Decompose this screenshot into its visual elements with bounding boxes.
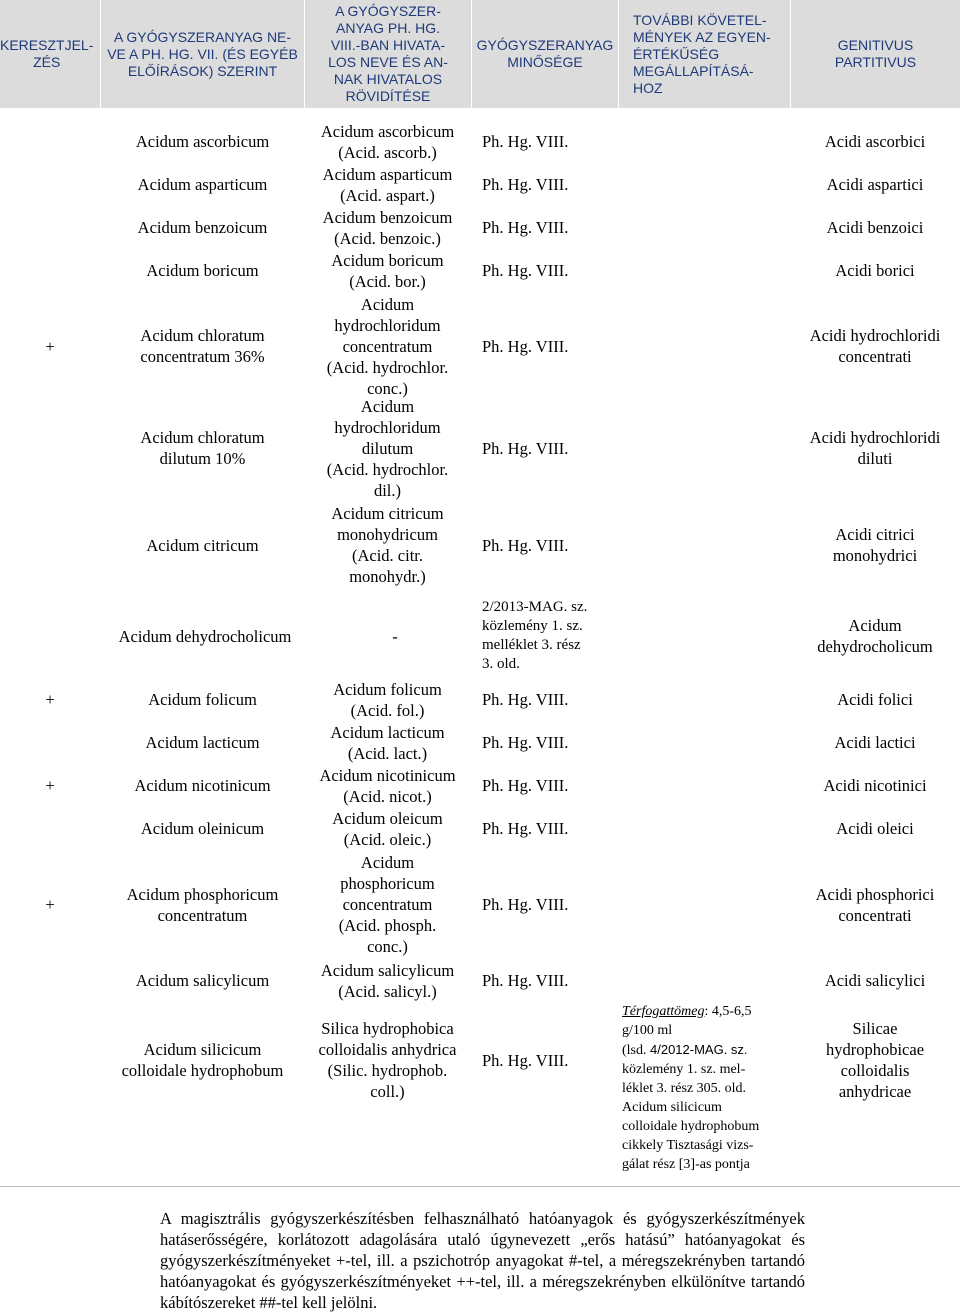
table-row — [0, 496, 960, 594]
header-col-name-ph-hg-vii: A GYÓGYSZERANYAG NE- VE A PH. HG. VII. (ÉS EGYÉB ELŐÍRÁSOK) SZERINT — [107, 28, 298, 79]
footer-note: A magisztrális gyógyszerkészítésben felhasználható hatóanyagok és gyógyszerkészítmények hatáserősségére, korlátozott adagolására utaló úgynevezett „erős hatású” hatóanyagokat és gyógyszerkészítményeket +-tel, ill. a pszichotróp anyagokat #-tel, a méregszekrényben tartandó hatóanyagokat és gyógyszerkészítményeket ++-tel, ill. a méregszekrényben elkülönítve tartandó kábítószereket ##-tel kell jelölni. — [160, 1209, 805, 1312]
quality-cell: Ph. Hg. VIII. — [482, 175, 569, 194]
header-col-requirements: TOVÁBBI KÖVETEL- MÉNYEK AZ EGYEN- ÉRTÉKŰSÉG MEGÁLLAPÍTÁSÁ- HOZ — [633, 11, 771, 96]
header-col-marking: KERESZTJEL- ZÉS — [0, 37, 94, 70]
official-name-cell: Acidum hydrochloridum dilutum (Acid. hydrochlor. dil.) — [326, 396, 449, 500]
official-name-cell: Acidum oleicum (Acid. oleic.) — [332, 808, 443, 849]
genitive-cell: Acidi citrici monohydrici — [832, 525, 918, 565]
official-name-cell: Acidum citricum monohydricum (Acid. citr. monohydr.) — [331, 504, 444, 586]
table-row — [0, 292, 960, 400]
note-reference: 4/2012-MAG. sz. — [650, 1042, 748, 1057]
quality-cell: Ph. Hg. VIII. — [482, 261, 569, 280]
table-row — [0, 764, 960, 807]
table-row — [0, 206, 960, 249]
table-row — [0, 850, 960, 959]
mark-cell: + — [45, 690, 55, 709]
quality-cell: Ph. Hg. VIII. — [482, 336, 569, 356]
quality-cell: Ph. Hg. VIII. — [482, 535, 569, 555]
table-row — [0, 249, 960, 292]
mark-cell — [40, 807, 60, 850]
official-name-cell: Acidum benzoicum (Acid. benzoic.) — [322, 207, 453, 248]
genitive-cell: Acidi folici — [837, 690, 913, 709]
official-name-cell: Acidum nicotinicum (Acid. nicot.) — [319, 765, 456, 806]
name-cell: Acidum asparticum — [137, 175, 268, 194]
quality-cell: Ph. Hg. VIII. — [482, 776, 569, 795]
quality-cell: Ph. Hg. VIII. — [482, 1050, 569, 1070]
genitive-cell: Acidi phosphorici concentrati — [815, 884, 935, 925]
mark-cell — [40, 1002, 60, 1118]
official-name-cell: Acidum salicylicum (Acid. salicyl.) — [320, 960, 455, 1001]
name-cell: Acidum lacticum — [145, 733, 260, 752]
official-name-cell: Silica hydrophobica colloidalis anhydrica (Silic. hydrophob. coll.) — [318, 1019, 457, 1101]
table-header — [0, 0, 960, 108]
genitive-cell: Acidi salicylici — [824, 971, 926, 990]
name-cell: Acidum folicum — [148, 690, 257, 709]
quality-cell: 2/2013-MAG. sz. közlemény 1. sz. melléklet 3. rész 3. old. — [482, 599, 588, 672]
name-cell: Acidum benzoicum — [137, 218, 268, 237]
official-name-cell: Acidum ascorbicum (Acid. ascorb.) — [320, 121, 455, 162]
genitive-cell: Acidi hydrochloridi concentrati — [809, 326, 941, 366]
note-text-1: : 4,5-6,5 g/100 ml (lsd. — [622, 1004, 752, 1058]
quality-cell: Ph. Hg. VIII. — [482, 218, 569, 237]
footer-divider — [0, 1186, 960, 1187]
genitive-cell: Acidi hydrochloridi diluti — [809, 428, 941, 468]
note-label: Térfogattömeg — [622, 1004, 705, 1019]
mark-cell — [40, 959, 60, 1002]
official-name-cell: Acidum hydrochloridum concentratum (Acid. hydrochlor. conc.) — [326, 294, 449, 398]
name-cell: Acidum oleinicum — [140, 819, 265, 838]
header-col-genitive: GENITIVUS PARTITIVUS — [834, 37, 917, 70]
genitive-cell: Acidi oleici — [836, 819, 914, 838]
name-cell: Acidum silicicum colloidale hydrophobum — [121, 1040, 284, 1080]
table-row — [0, 594, 960, 678]
name-cell: Acidum nicotinicum — [134, 776, 271, 795]
genitive-cell: Acidi ascorbici — [824, 132, 926, 151]
genitive-cell: Acidi lactici — [834, 733, 916, 752]
mark-cell — [40, 206, 60, 249]
substance-table — [0, 120, 960, 1172]
genitive-cell: Acidi benzoici — [826, 218, 924, 237]
mark-cell — [40, 400, 60, 496]
name-cell: Acidum chloratum concentratum 36% — [140, 326, 265, 366]
name-cell: Acidum ascorbicum — [135, 132, 270, 151]
genitive-cell: Acidi aspartici — [826, 175, 924, 194]
mark-cell — [40, 249, 60, 292]
table-row — [0, 1002, 960, 1118]
official-name-cell: Acidum asparticum (Acid. aspart.) — [322, 164, 453, 205]
name-cell: Acidum phosphoricum concentratum — [126, 884, 279, 925]
genitive-cell: Acidum dehydrocholicum — [817, 616, 933, 656]
header-col-official-name: A GYÓGYSZER- ANYAG PH. HG. VIII.-BAN HIVATA- LOS NEVE ÉS AN- NAK HIVATALOS RÖVIDÍTÉSE — [328, 3, 448, 104]
table-row — [0, 807, 960, 850]
table-row — [0, 959, 960, 1002]
table-row — [0, 678, 960, 721]
official-name-cell: Acidum phosphoricum concentratum (Acid. phosph. conc.) — [338, 853, 437, 956]
quality-cell: Ph. Hg. VIII. — [482, 819, 569, 838]
name-cell: Acidum citricum — [146, 535, 259, 555]
genitive-cell: Acidi borici — [835, 261, 915, 280]
note-text-2: közlemény 1. sz. mel- léklet 3. rész 305. old. Acidum silicicum colloidale hydrophobum cikkely Tisztasági vizs- gálat rész [3]-as pontja — [622, 1062, 760, 1172]
mark-cell: + — [45, 895, 55, 914]
mark-cell — [40, 721, 60, 764]
mark-cell — [40, 496, 60, 594]
name-cell: Acidum boricum — [146, 261, 259, 280]
quality-cell: Ph. Hg. VIII. — [482, 690, 569, 709]
name-cell: Acidum chloratum dilutum 10% — [140, 428, 265, 468]
official-name-cell: Acidum folicum (Acid. fol.) — [333, 679, 442, 720]
name-cell: Acidum dehydrocholicum — [118, 626, 292, 646]
quality-cell: Ph. Hg. VIII. — [482, 438, 569, 458]
requirement-note — [622, 1002, 787, 1174]
header-col-quality: GYÓGYSZERANYAG MINŐSÉGE — [476, 37, 614, 70]
mark-cell — [40, 594, 60, 678]
table-row — [0, 396, 960, 500]
quality-cell: Ph. Hg. VIII. — [482, 733, 569, 752]
table-row — [0, 721, 960, 764]
mark-cell — [40, 120, 60, 163]
table-row — [0, 163, 960, 206]
table-row — [0, 120, 960, 163]
name-cell: Acidum salicylicum — [135, 971, 270, 990]
quality-cell: Ph. Hg. VIII. — [482, 132, 569, 151]
mark-cell — [40, 163, 60, 206]
official-name-cell: Acidum lacticum (Acid. lact.) — [330, 722, 445, 763]
mark-cell: + — [45, 776, 55, 795]
official-name-cell: - — [392, 626, 398, 646]
genitive-cell: Silicae hydrophobicae colloidalis anhydricae — [825, 1019, 925, 1101]
quality-cell: Ph. Hg. VIII. — [482, 895, 569, 914]
official-name-cell: Acidum boricum (Acid. bor.) — [331, 250, 444, 291]
mark-cell: + — [45, 336, 55, 356]
genitive-cell: Acidi nicotinici — [823, 776, 927, 795]
quality-cell: Ph. Hg. VIII. — [482, 971, 569, 990]
